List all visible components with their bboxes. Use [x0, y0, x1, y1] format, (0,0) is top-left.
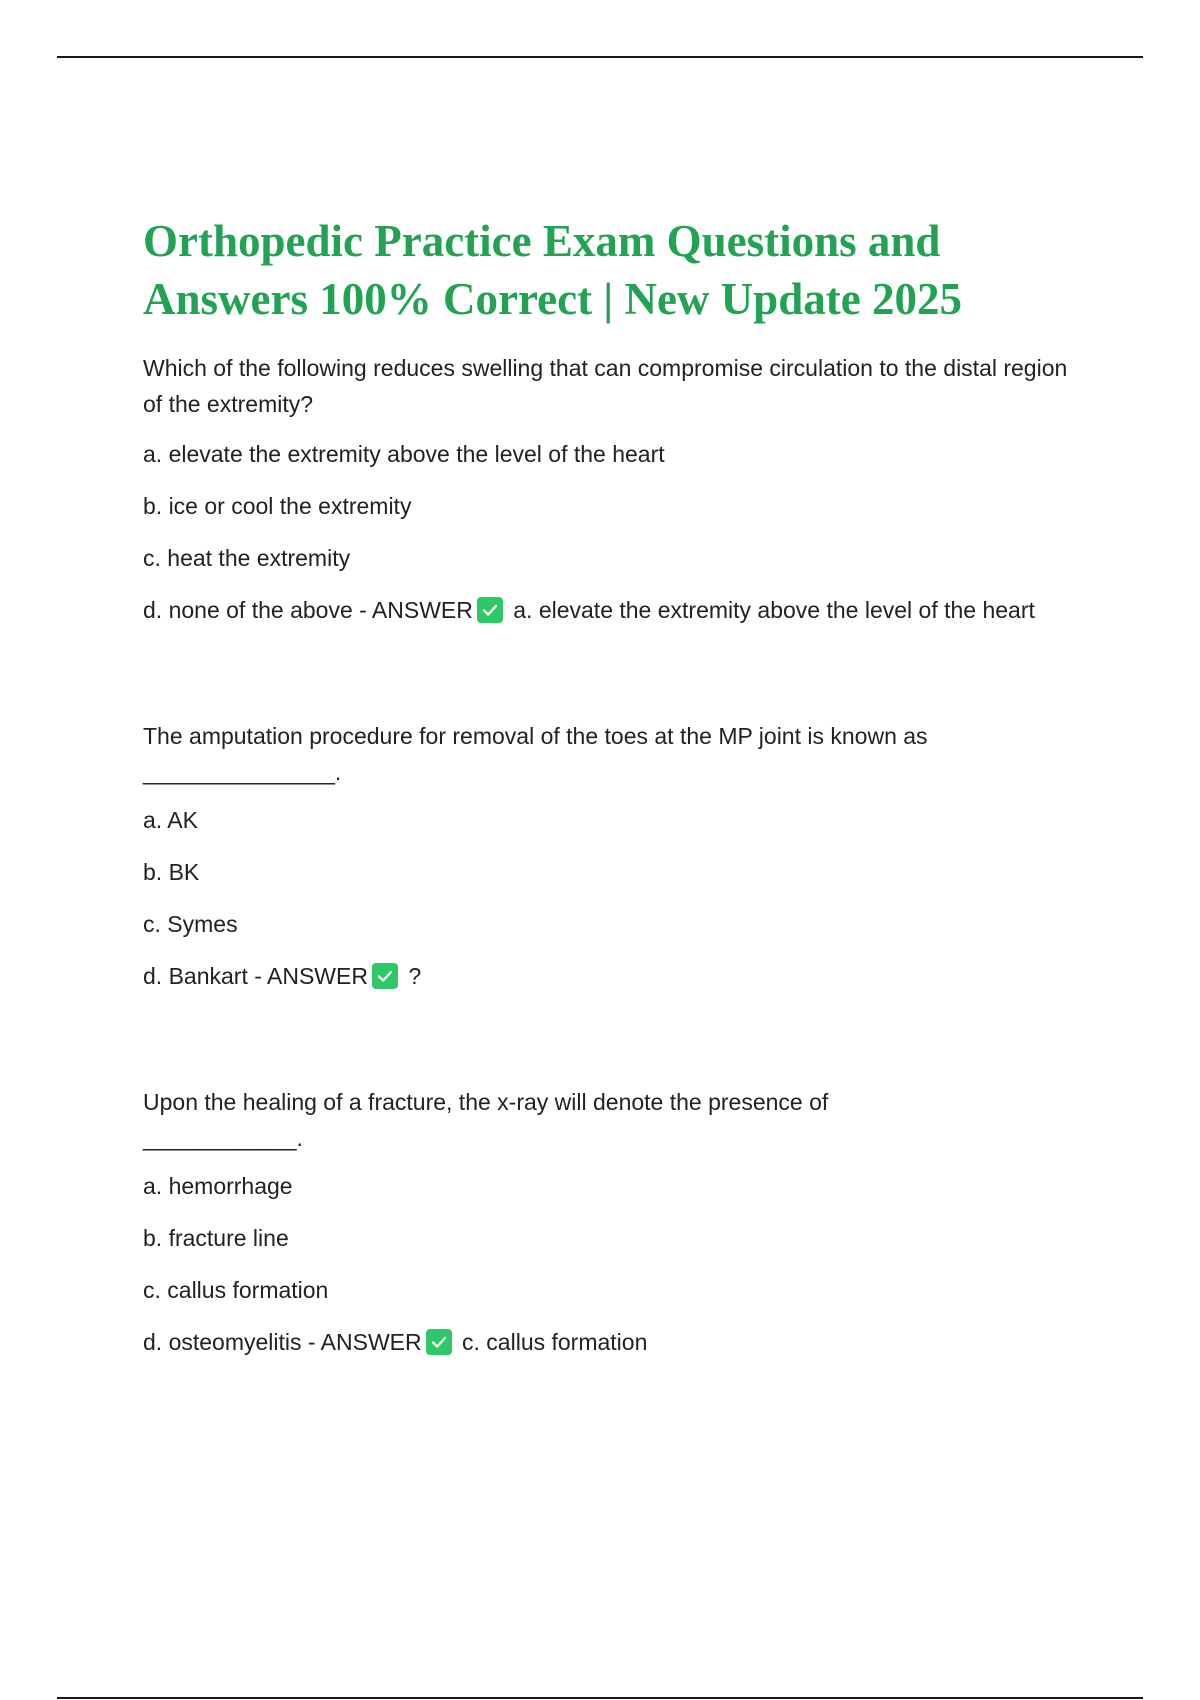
- question-blank: ____________.: [143, 1125, 303, 1151]
- document-title: [143, 212, 1073, 328]
- option-d: d. none of the above - ANSWER: [143, 597, 473, 623]
- option-a: a. AK: [143, 807, 198, 833]
- option-c: c. heat the extremity: [143, 545, 351, 571]
- bottom-rule: [57, 1697, 1143, 1699]
- check-mark-icon: [426, 1329, 452, 1355]
- top-rule: [57, 56, 1143, 58]
- option-a: a. elevate the extremity above the level of the heart: [143, 441, 665, 467]
- correct-answer: a. elevate the extremity above the level of the heart: [513, 597, 1035, 623]
- check-mark-icon: [477, 597, 503, 623]
- question-2: [143, 718, 1073, 994]
- document-body: [143, 212, 1073, 1360]
- option-d-answer: [143, 592, 1073, 628]
- option-c: c. Symes: [143, 911, 238, 937]
- title-line-2: Answers 100% Correct | New Update 2025: [143, 274, 962, 324]
- check-mark-icon: [372, 963, 398, 989]
- option-b: b. fracture line: [143, 1225, 289, 1251]
- title-line-1: Orthopedic Practice Exam Questions and: [143, 216, 941, 266]
- option-d: d. Bankart - ANSWER: [143, 963, 368, 989]
- correct-answer: ?: [408, 963, 422, 989]
- question-blank: _______________.: [143, 759, 342, 785]
- correct-answer: c. callus formation: [462, 1329, 648, 1355]
- question-1: [143, 350, 1073, 628]
- option-c: c. callus formation: [143, 1277, 329, 1303]
- option-d-answer: [143, 958, 1073, 994]
- option-d: d. osteomyelitis - ANSWER: [143, 1329, 422, 1355]
- option-b: b. BK: [143, 859, 200, 885]
- question-3: [143, 1084, 1073, 1360]
- question-text: The amputation procedure for removal of the toes at the MP joint is known as: [143, 723, 928, 749]
- option-d-answer: [143, 1324, 1073, 1360]
- option-a: a. hemorrhage: [143, 1173, 293, 1199]
- option-b: b. ice or cool the extremity: [143, 493, 412, 519]
- question-text: Upon the healing of a fracture, the x-ray will denote the presence of: [143, 1089, 829, 1115]
- question-text: Which of the following reduces swelling that can compromise circulation to the distal region of the extremity?: [143, 355, 1068, 417]
